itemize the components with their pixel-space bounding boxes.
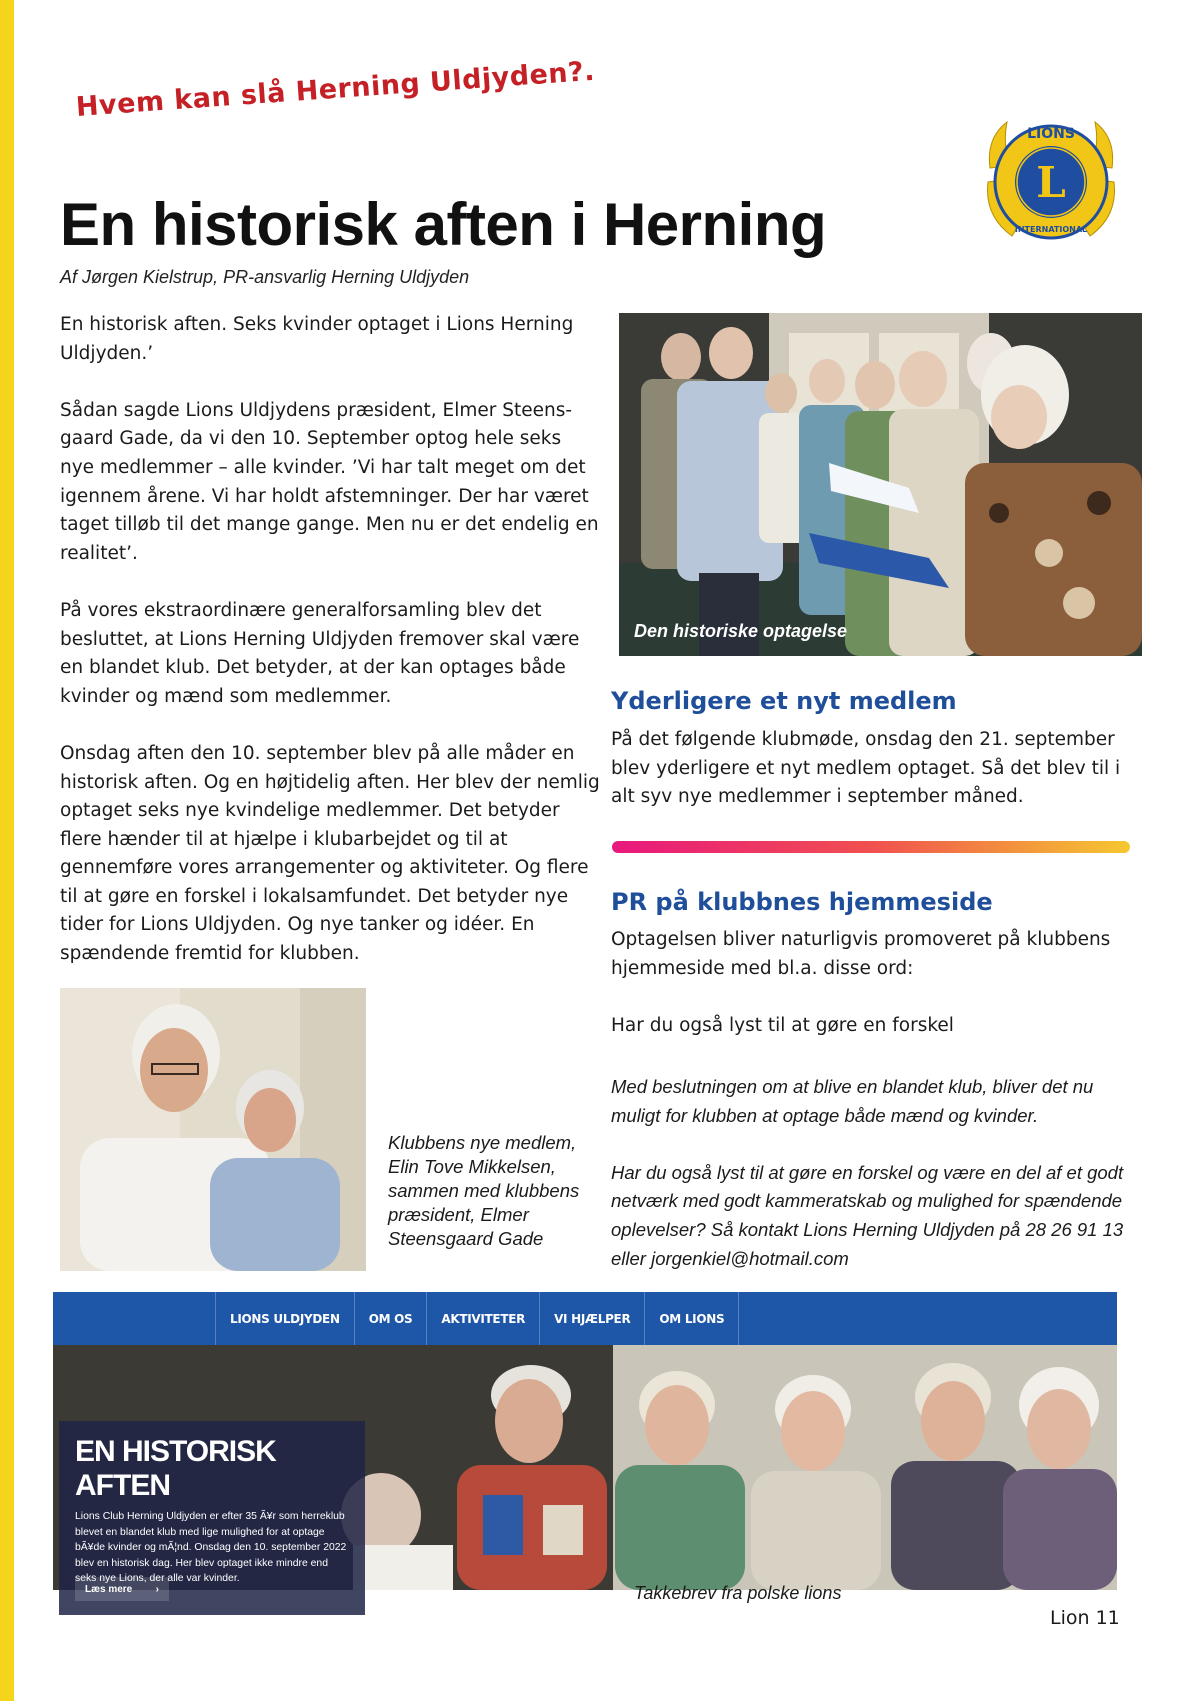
nav-item-om-os[interactable]: OM OS xyxy=(354,1292,427,1345)
section-title-website-pr: PR på klubbnes hjemmeside xyxy=(611,888,993,916)
website-hero xyxy=(53,1345,1117,1603)
photo-caption: Den historiske optagelse xyxy=(634,621,848,641)
page-number: Lion 11 xyxy=(1050,1607,1120,1629)
read-more-label: Læs mere xyxy=(85,1583,133,1595)
lions-logo xyxy=(982,108,1120,258)
couple-photo-caption: Klubbens nye medlem, Elin Tove Mikkelsen, sammen med klubbens præsident, Elmer Steensgaard Gade xyxy=(388,1132,580,1249)
nav-item-aktiviteter[interactable]: AKTIVITETER xyxy=(426,1292,539,1345)
overlay-note: Takkebrev fra polske lions xyxy=(634,1583,842,1603)
quote-paragraph: Med beslutningen om at blive en blandet klub, bliver det nu muligt for klubben at optage både mænd og kvinder. xyxy=(611,1076,1094,1126)
kicker-headline: Hvem kan slå Herning Uldjyden?. xyxy=(74,55,596,123)
svg-text:LIONS: LIONS xyxy=(1027,126,1075,142)
page-title: En historisk aften i Herning xyxy=(60,191,827,258)
body-paragraph: På vores ekstraordinære generalforsamling blev det besluttet, at Lions Herning Uldjyden fremover skal være en blandet klub. Det betyder, at der kan optages både kvinder og mænd som medlemmer. xyxy=(60,599,580,707)
body-paragraph: En historisk aften. Seks kvinder optaget i Lions Herning Uldjyden.’ xyxy=(60,314,574,364)
article-body xyxy=(60,311,600,997)
body-paragraph: På det følgende klubmøde, onsdag den 21. september blev yderligere et nyt medlem optaget. Så det blev til i alt syv nye medlemmer i september måned. xyxy=(611,729,1121,808)
ceremony-photo xyxy=(619,313,1142,656)
quote-heading: Har du også lyst til at gøre en forskel xyxy=(611,1014,954,1036)
svg-text:L: L xyxy=(1036,158,1066,207)
nav-item-lions-uldjyden[interactable]: LIONS ULDJYDEN xyxy=(215,1292,354,1345)
hero-panel xyxy=(59,1421,365,1615)
body-paragraph: Sådan sagde Lions Uldjydens præsident, Elmer Steens-gaard Gade, da vi den 10. September optog hele seks nye medlemmer – alle kvinder. ’Vi har talt meget om det igennem årene. Vi har holdt afstemninger. Der har været taget tilløb til det mange gange. Men nu er det endelig en realitet’. xyxy=(60,399,599,564)
gradient-divider xyxy=(612,841,1130,853)
hero-text: Lions Club Herning Uldjyden er efter 35 Ã¥r som herreklub blevet en blandet klub med lige mulighed for at optage bÃ¥de kvinder og mÃ¦nd. Onsdag den 10. september 2022 blev en historisk dag. Her blev optaget ikke mindre end seks nye Lions, der alle var kvinder. xyxy=(75,1511,347,1585)
website-nav xyxy=(53,1292,1117,1345)
couple-photo xyxy=(60,988,366,1271)
website-screenshot xyxy=(53,1292,1117,1603)
section-new-member-text xyxy=(611,726,1131,840)
nav-spacer xyxy=(53,1292,215,1345)
hero-title: EN HISTORISK AFTEN xyxy=(75,1435,276,1502)
chevron-right-icon: › xyxy=(155,1583,159,1595)
svg-text:INTERNATIONAL: INTERNATIONAL xyxy=(1014,225,1088,234)
body-paragraph: Optagelsen bliver naturligvis promoveret på klubbens hjemmeside med bl.a. disse ord: xyxy=(611,929,1111,979)
read-more-button[interactable] xyxy=(75,1577,169,1601)
nav-item-om-lions[interactable]: OM LIONS xyxy=(644,1292,739,1345)
quote-paragraph: Har du også lyst til at gøre en forskel og være en del af et godt netværk med godt kammeratskab og mulighed for spændende oplevelser? Så kontakt Lions Herning Uldjyden på 28 26 91 13 eller jorgenkiel@hotmail.com xyxy=(611,1161,1124,1269)
section-website-pr-text xyxy=(611,926,1131,1069)
section-title-new-member: Yderligere et nyt medlem xyxy=(611,687,957,715)
page-edge-bar xyxy=(0,0,14,1701)
nav-item-vi-hjaelper[interactable]: VI HJÆLPER xyxy=(539,1292,644,1345)
website-quote xyxy=(611,1073,1141,1302)
byline: Af Jørgen Kielstrup, PR-ansvarlig Herning Uldjyden xyxy=(60,267,470,287)
body-paragraph: Onsdag aften den 10. september blev på alle måder en historisk aften. Og en højtidelig aften. Her blev der nemlig optaget seks nye kvindelige medlemmer. Det betyder flere hænder til at hjælpe i klubarbejdet og til at gennemføre vores arrangementer og aktiviteter. Og flere til at gøre en forskel i lokalsamfundet. Det betyder nye tider for Lions Uldjyden. Og nye tanker og idéer. En spændende fremtid for klubben. xyxy=(60,742,600,965)
